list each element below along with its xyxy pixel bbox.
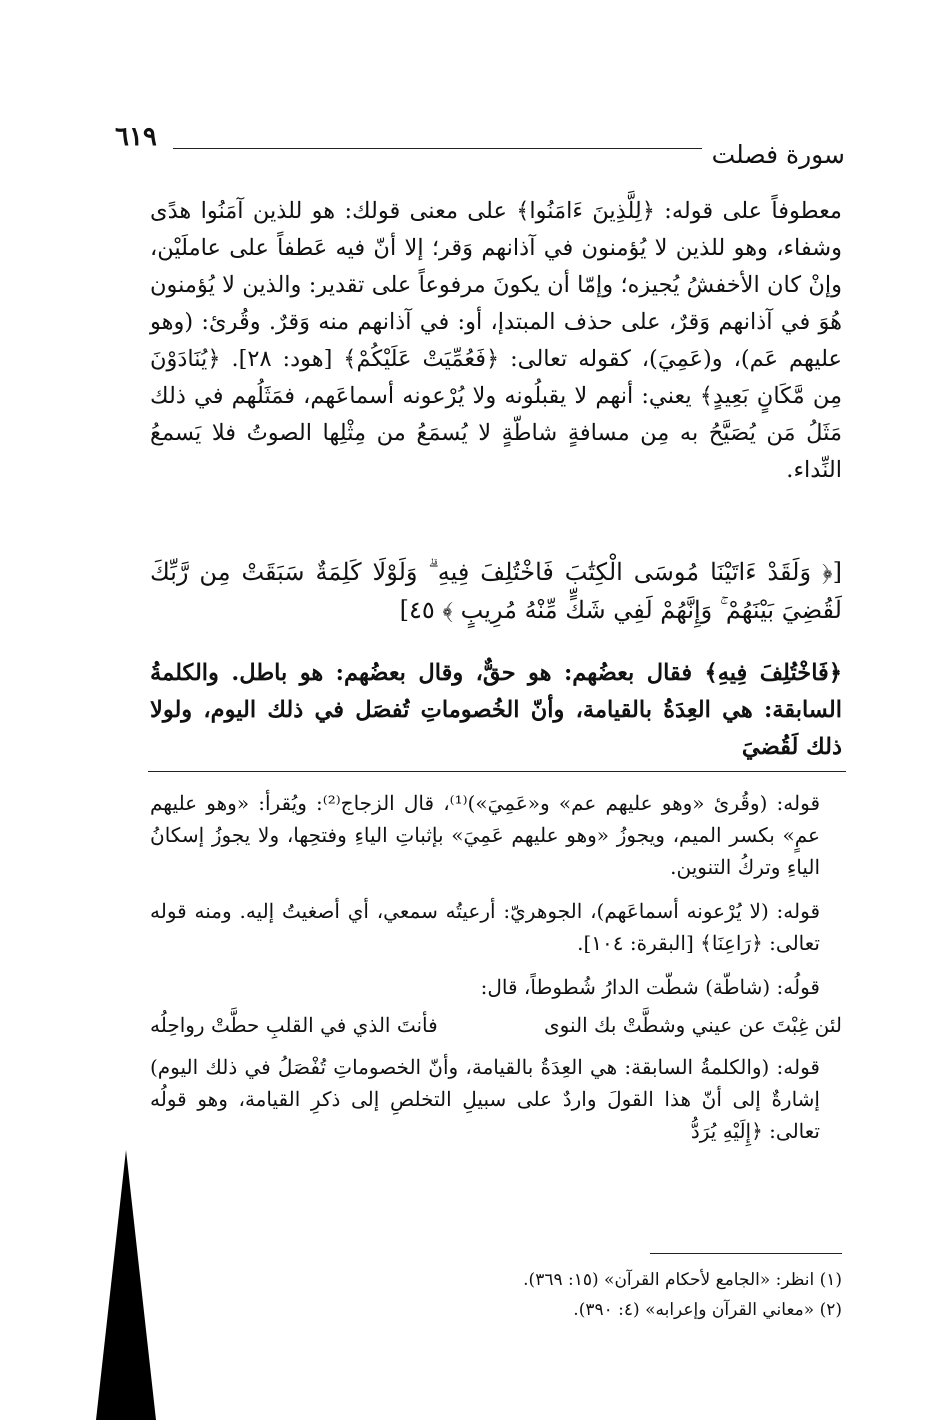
section-divider <box>148 771 846 772</box>
footnote-1: (١) انظر: «الجامع لأحكام القرآن» (١٥: ٣٦٩). <box>523 1270 842 1290</box>
surah-title: سورة فصلت <box>702 140 845 169</box>
quran-verse <box>150 553 842 629</box>
main-text <box>150 193 842 489</box>
poem-hemistich-right: لئن غِبْتَ عن عيني وشطَّتْ بك النوى <box>543 1013 842 1037</box>
commentary-text <box>150 655 842 766</box>
footnote-2: (٢) «معاني القرآن وإعرابه» (٤: ٣٩٠). <box>573 1300 842 1320</box>
footnotes <box>300 1265 842 1325</box>
page-number: ٦١٩ <box>115 122 157 152</box>
verse-text: [﴿ وَلَقَدْ ءَاتَيْنَا مُوسَى الْكِتَٰبَ فَاخْتُلِفَ فِيهِ ۗ وَلَوْلَا كَلِمَةٌ سَبَقَتْ مِن رَّبِّكَ لَقُضِيَ بَيْنَهُمْ ۚ وَإِنَّهُمْ لَفِي شَكٍّ مِّنْهُ مُرِيبٍ ﴾ ٤٥] <box>150 558 842 624</box>
main-paragraph: معطوفاً على قوله: ﴿لِلَّذِينَ ءَامَنُوا﴾ على معنى قولك: هو للذين آمَنُوا هدًى وشفاء، وهو للذين لا يُؤمنون في آذانهم وَقر؛ إلا أنّ فيه عَطفاً على عاملَيْن، وإنْ كان الأخفشُ يُجيزه؛ وإمّا أن يكونَ مرفوعاً على تقدير: والذين لا يُؤمنون هُوَ في آذانهم وَقرٌ، على حذف المبتدإ، أو: في آذانهم منه وَقرٌ. وقُرئ: (وهو عليهم عَم)، و(عَمِيَ)، كقوله تعالى: ﴿فَعُمِّيَتْ عَلَيْكُمْ﴾ [هود: ٢٨]. ﴿يُنَادَوْنَ مِن مَّكَانٍ بَعِيدٍ﴾ يعني: أنهم لا يقبلُونه ولا يُرْعونه أسماعَهم، فمَثَلُهم في ذلك مَثَلُ مَن يُصَيَّحُ به مِن مسافةٍ شاطّةٍ لا يُسمَعُ من مِثْلِها الصوتُ فلا يَسمعُ النِّداء. <box>150 198 842 483</box>
marginal-notes <box>150 787 842 1159</box>
poem-verse <box>150 1009 842 1041</box>
note-yurounahu: قوله: (لا يُرْعونه أسماعَهم)، الجوهريّ: أرعيتُه سمعي، أي أصغيتُ إليه. ومنه قوله تعالى: ﴿رَاعِنَا﴾ [البقرة: ١٠٤]. <box>150 899 820 955</box>
footnote-rule <box>650 1253 842 1254</box>
scan-shadow <box>96 1150 156 1420</box>
note-qiraat: قوله: (وقُرئ «وهو عليهم عم» و«عَمِيَ»)⁽¹⁾، قال الزجاج⁽²⁾: ويُقرأ: «وهو عليهم عمٍ» بكسر الميم، ويجوزُ «وهو عليهم عَمِيَ» بإثباتِ الياءِ وفتحِها، ولا يجوزُ إسكانُ الياءِ وتركُ التنوين. <box>150 791 821 879</box>
note-shattah: قولُه: (شاطّة) شطّت الدارُ شُطوطاً، قال: <box>480 975 820 999</box>
poem-hemistich-left: فأنتَ الذي في القلبِ حطَّتْ رواحِلُه <box>150 1013 438 1037</box>
note-kalimah: قوله: (والكلمةُ السابقة: هي العِدَةُ بالقيامة، وأنّ الخصوماتِ تُفْصَلُ في ذلك اليوم) إشارةٌ إلى أنّ هذا القولَ واردٌ على سبيلِ التخلصِ إلى ذكرِ القيامة، وهو قولُه تعالى: ﴿إِلَيْهِ يُرَدُّ <box>150 1055 820 1143</box>
commentary-paragraph: ﴿فَاخْتُلِفَ فِيهِ﴾ فقال بعضُهم: هو حقٌّ، وقال بعضُهم: هو باطل. والكلمةُ السابقة: هي العِدَةُ بالقيامة، وأنّ الخُصوماتِ تُفصَل في ذلك اليوم، ولولا ذلك لَقُضيَ <box>150 660 842 760</box>
page-header <box>115 118 845 168</box>
